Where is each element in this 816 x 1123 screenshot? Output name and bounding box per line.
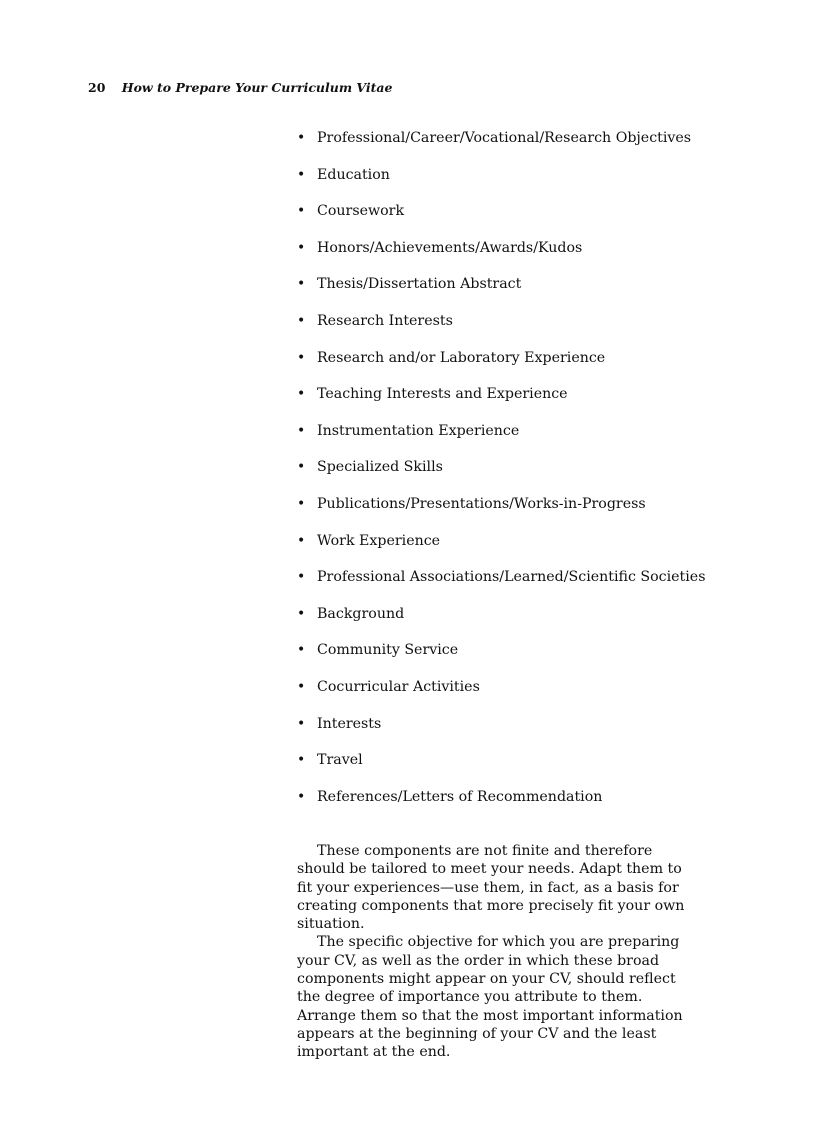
list-item-text: Instrumentation Experience bbox=[317, 422, 520, 439]
bullet-icon: • bbox=[297, 276, 306, 293]
list-item bbox=[297, 201, 705, 238]
bullet-icon: • bbox=[297, 532, 306, 549]
list-item bbox=[297, 457, 705, 494]
bullet-icon: • bbox=[297, 752, 306, 769]
bullet-icon: • bbox=[297, 459, 306, 476]
bullet-icon: • bbox=[297, 642, 306, 659]
body-text bbox=[297, 842, 697, 1062]
list-item bbox=[297, 494, 705, 531]
list-item-text: Publications/Presentations/Works-in-Progress bbox=[317, 495, 646, 512]
bullet-icon: • bbox=[297, 495, 306, 512]
page-number: 20 bbox=[88, 80, 106, 95]
list-item-text: Interests bbox=[317, 715, 382, 732]
bullet-icon: • bbox=[297, 386, 306, 403]
bullet-icon: • bbox=[297, 312, 306, 329]
list-item-text: Honors/Achievements/Awards/Kudos bbox=[317, 239, 583, 256]
paragraph: The specific objective for which you are preparing your CV, as well as the order in which these broad components might appear on your CV, should reflect the degree of importance you attribute to them. Arrange them so that the most important information appears at the beginning of your CV and the least important at the end. bbox=[297, 934, 683, 1061]
list-item-text: Teaching Interests and Experience bbox=[317, 386, 568, 403]
list-item-text: Research and/or Laboratory Experience bbox=[317, 349, 606, 366]
paragraph: These components are not finite and therefore should be tailored to meet your needs. Adapt them to fit your experiences—use them, in fact, as a basis for creating components that more precisely fit your own situation. bbox=[297, 843, 685, 933]
running-head bbox=[88, 80, 392, 95]
list-item bbox=[297, 128, 705, 165]
list-item bbox=[297, 787, 705, 824]
list-item-text: Education bbox=[317, 166, 390, 183]
book-title: How to Prepare Your Curriculum Vitae bbox=[121, 80, 393, 95]
list-item bbox=[297, 677, 705, 714]
bullet-icon: • bbox=[297, 239, 306, 256]
bullet-icon: • bbox=[297, 166, 306, 183]
list-item-text: Travel bbox=[317, 752, 363, 769]
list-item-text: Community Service bbox=[317, 642, 459, 659]
list-item bbox=[297, 348, 705, 385]
list-item bbox=[297, 531, 705, 568]
list-item bbox=[297, 238, 705, 275]
bullet-icon: • bbox=[297, 605, 306, 622]
list-item-text: Thesis/Dissertation Abstract bbox=[317, 276, 522, 293]
list-item bbox=[297, 750, 705, 787]
list-item-text: Cocurricular Activities bbox=[317, 678, 480, 695]
list-item bbox=[297, 274, 705, 311]
bullet-icon: • bbox=[297, 788, 306, 805]
bullet-icon: • bbox=[297, 130, 306, 146]
list-item-text: Professional Associations/Learned/Scientific Societies bbox=[317, 569, 706, 586]
list-item bbox=[297, 165, 705, 202]
list-item bbox=[297, 640, 705, 677]
bullet-icon: • bbox=[297, 715, 306, 732]
list-item bbox=[297, 604, 705, 641]
bullet-icon: • bbox=[297, 349, 306, 366]
bullet-icon: • bbox=[297, 678, 306, 695]
list-item-text: Specialized Skills bbox=[317, 459, 443, 476]
list-item-text: Professional/Career/Vocational/Research Objectives bbox=[317, 130, 692, 146]
bullet-icon: • bbox=[297, 422, 306, 439]
cv-components-list bbox=[297, 128, 705, 823]
list-item-text: References/Letters of Recommendation bbox=[317, 788, 603, 805]
list-item-text: Background bbox=[317, 605, 405, 622]
list-item-text: Work Experience bbox=[317, 532, 441, 549]
list-item bbox=[297, 384, 705, 421]
list-item-text: Research Interests bbox=[317, 312, 453, 329]
bullet-icon: • bbox=[297, 203, 306, 220]
bullet-icon: • bbox=[297, 569, 306, 586]
list-item bbox=[297, 714, 705, 751]
list-item bbox=[297, 567, 705, 604]
list-item bbox=[297, 311, 705, 348]
list-item-text: Coursework bbox=[317, 203, 405, 220]
list-item bbox=[297, 421, 705, 458]
